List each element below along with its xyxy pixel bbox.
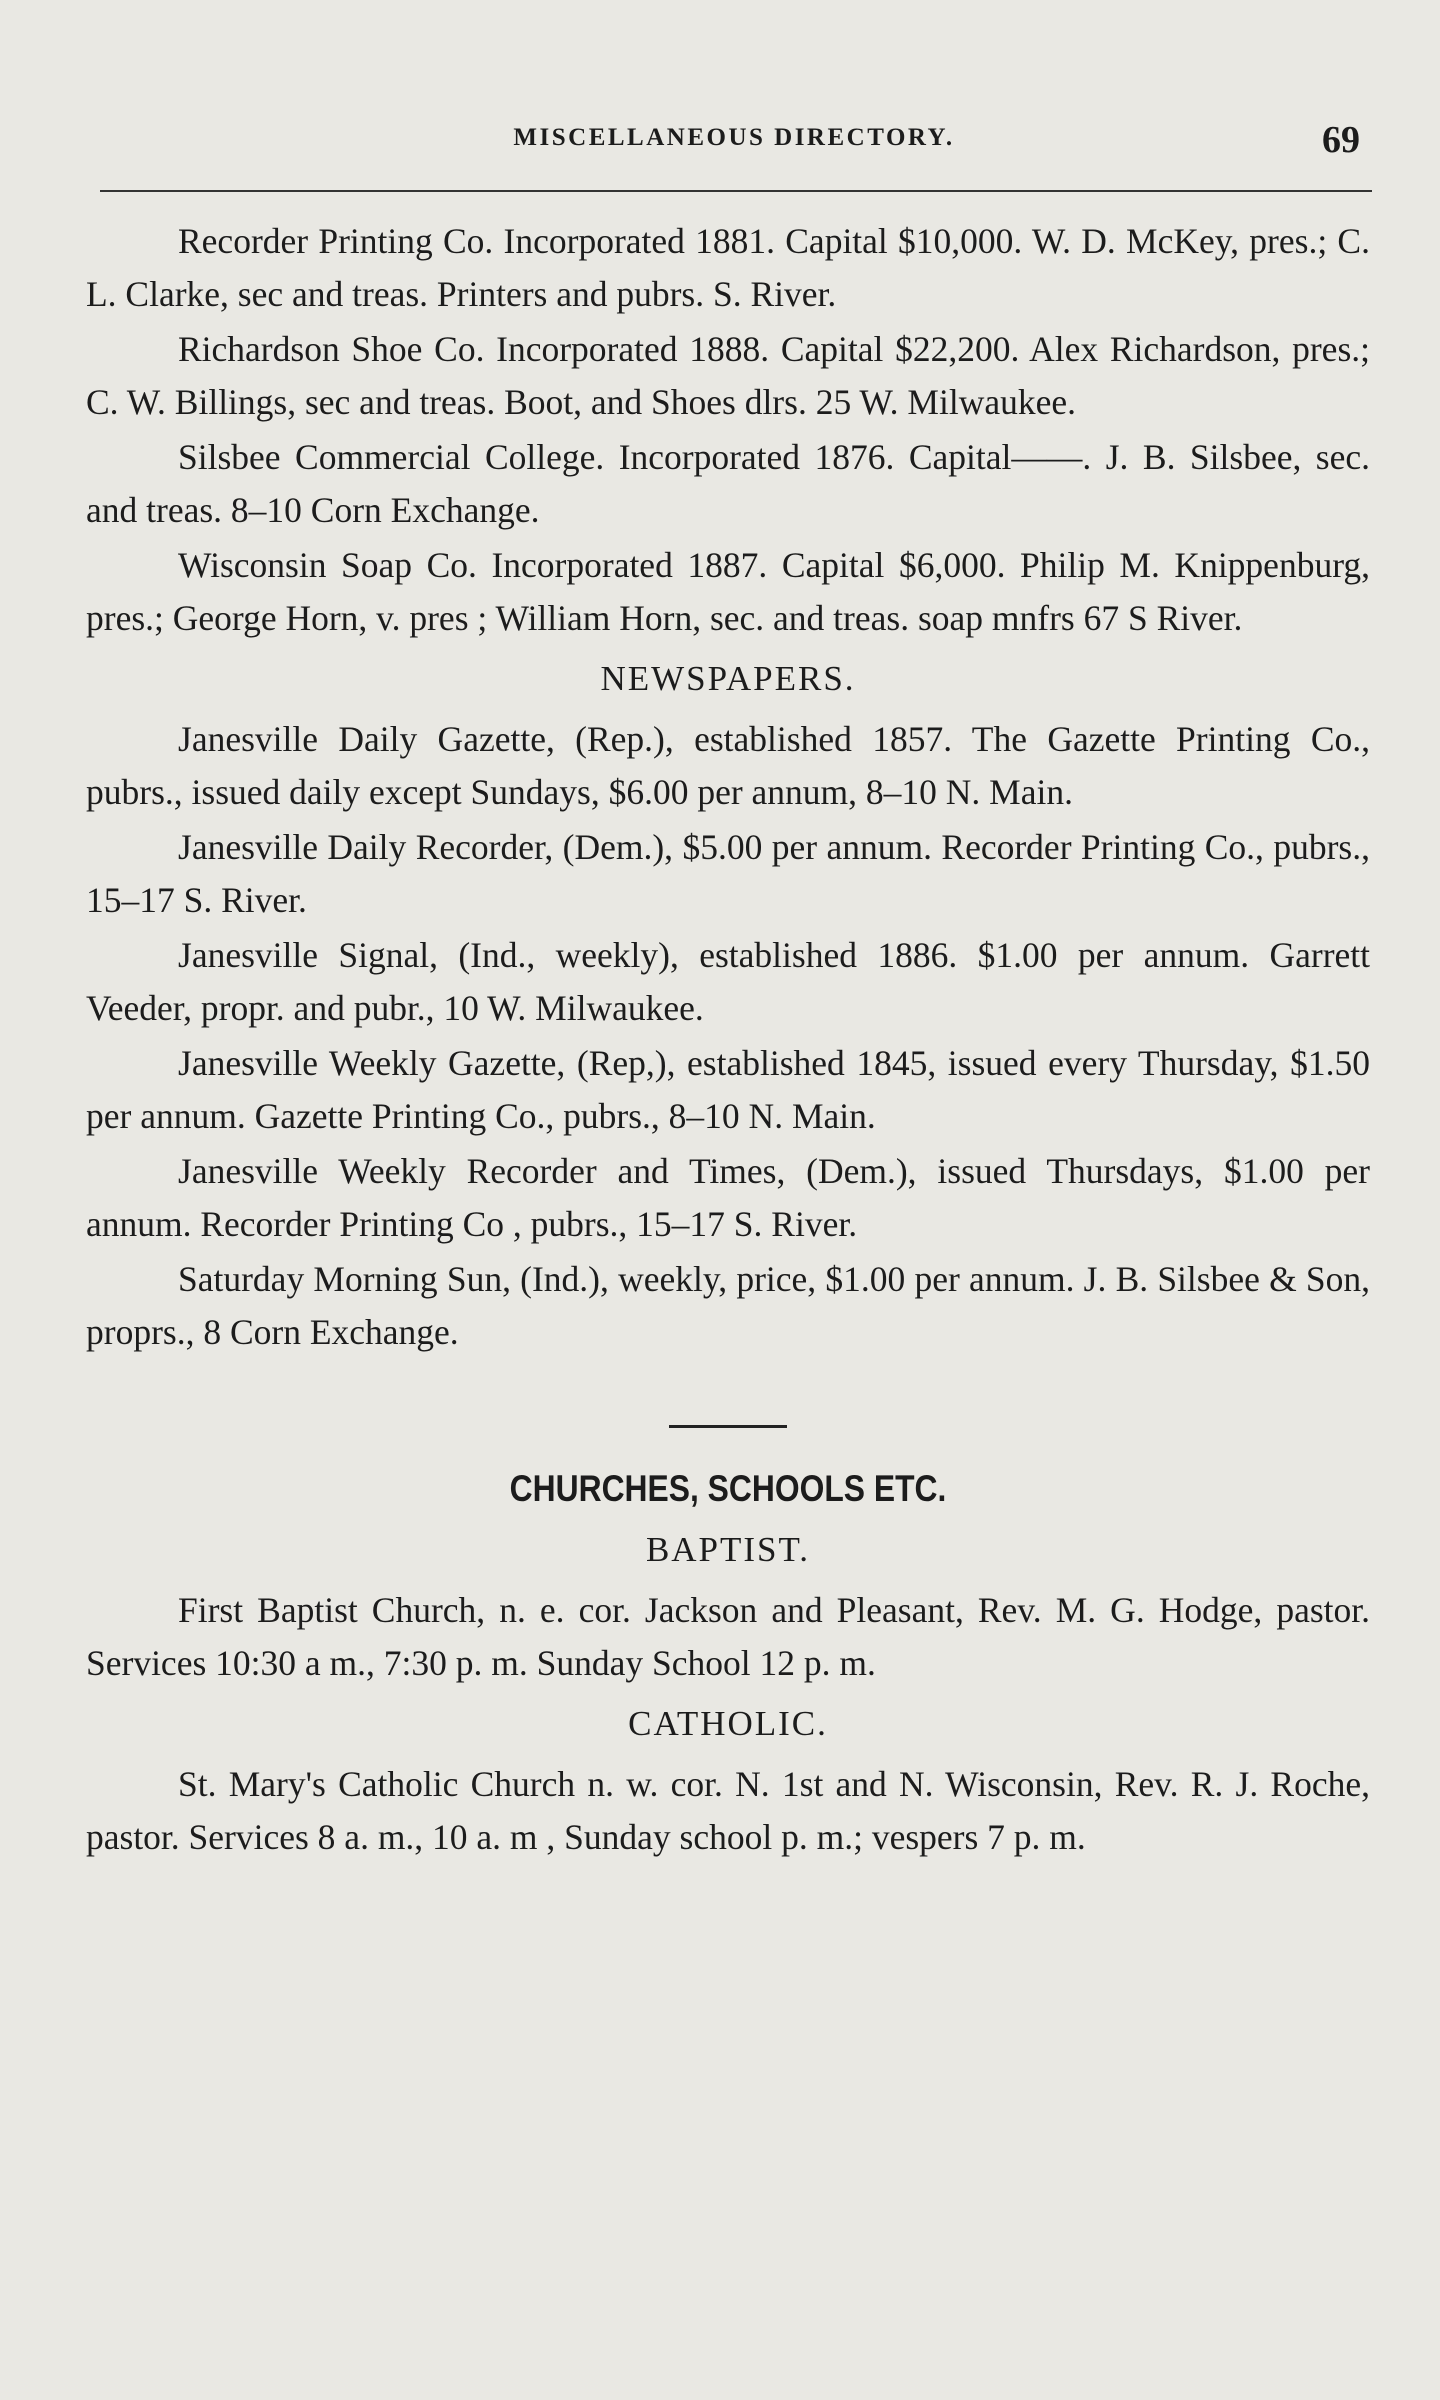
header-rule [100,190,1372,192]
company-entry-richardson-shoe: Richardson Shoe Co. Incorporated 1888. Capital $22,200. Alex Richardson, pres.; C. W. Billings, sec and treas. Boot, and Shoes dlrs. 25 W. Milwaukee. [86,329,1370,422]
newspaper-entry: Saturday Morning Sun, (Ind.), weekly, price, $1.00 per annum. J. B. Silsbee & Son, proprs., 8 Corn Exchange. [86,1259,1370,1352]
churches-section-title: CHURCHES, SCHOOLS ETC. [509,1468,947,1509]
page-content [86,215,1370,1866]
newspaper-entry: Janesville Daily Recorder, (Dem.), $5.00 per annum. Recorder Printing Co., pubrs., 15–17 S. River. [86,827,1370,920]
page-number: 69 [1322,119,1360,161]
company-entry-silsbee-college: Silsbee Commercial College. Incorporated 1876. Capital——. J. B. Silsbee, sec. and treas. 8–10 Corn Exchange. [86,437,1370,530]
newspaper-entry: Janesville Weekly Gazette, (Rep,), established 1845, issued every Thursday, $1.50 per annum. Gazette Printing Co., pubrs., 8–10 N. Main. [86,1043,1370,1136]
company-entry-recorder-printing: Recorder Printing Co. Incorporated 1881. Capital $10,000. W. D. McKey, pres.; C. L. Clarke, sec and treas. Printers and pubrs. S. River. [86,221,1370,314]
newspapers-heading: NEWSPAPERS. [600,659,856,698]
newspaper-entry: Janesville Signal, (Ind., weekly), established 1886. $1.00 per annum. Garrett Veeder, propr. and pubr., 10 W. Milwaukee. [86,935,1370,1028]
newspaper-entry: Janesville Weekly Recorder and Times, (Dem.), issued Thursdays, $1.00 per annum. Recorder Printing Co , pubrs., 15–17 S. River. [86,1151,1370,1244]
baptist-heading: BAPTIST. [645,1530,811,1569]
church-entry-first-baptist: First Baptist Church, n. e. cor. Jackson and Pleasant, Rev. M. G. Hodge, pastor. Services 10:30 a m., 7:30 p. m. Sunday School 12 p. m. [86,1590,1370,1683]
company-entry-wisconsin-soap: Wisconsin Soap Co. Incorporated 1887. Capital $6,000. Philip M. Knippenburg, pres.; George Horn, v. pres ; William Horn, sec. and treas. soap mnfrs 67 S River. [86,545,1370,638]
catholic-heading: CATHOLIC. [628,1704,828,1743]
running-head: MISCELLANEOUS DIRECTORY. [513,124,955,151]
church-entry-st-marys: St. Mary's Catholic Church n. w. cor. N. 1st and N. Wisconsin, Rev. R. J. Roche, pastor. Services 8 a. m., 10 a. m , Sunday school p. m.; vespers 7 p. m. [86,1764,1370,1857]
newspaper-entry: Janesville Daily Gazette, (Rep.), established 1857. The Gazette Printing Co., pubrs., issued daily except Sundays, $6.00 per annum, 8–10 N. Main. [86,719,1370,812]
page-header [100,118,1368,168]
section-divider [669,1425,787,1428]
